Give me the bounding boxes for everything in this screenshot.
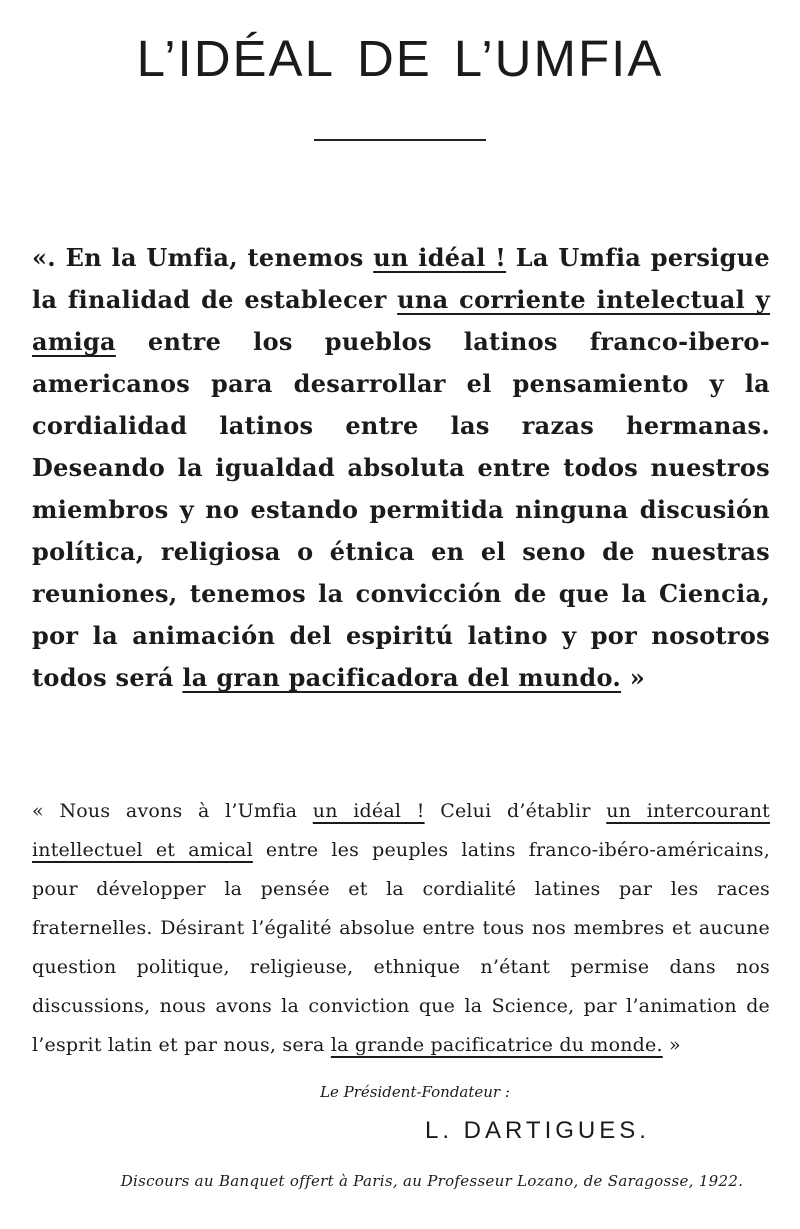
title-word-umfia: L’UMFIA [453, 30, 664, 87]
spanish-underlined-ideal: un idéal ! [373, 243, 507, 272]
french-quote [32, 792, 770, 1065]
french-underlined-intercourant: un intercourant intellectuel et amical [32, 800, 771, 861]
spanish-text-3: entre los pueblos latinos franco-ibero-americanos para desarrollar el pensamiento y la cordialidad latinos entre las razas hermanas. Deseando la igualdad absoluta entre todos nuestros miembros y no estando permitida ninguna discusión política, religiosa o étnica en el seno de nuestras reuniones, tenemos la convicción de que la Ciencia, por la animación del espiritú latino y por nosotros todos será [32, 327, 770, 692]
french-text-1: « Nous avons à l’Umfia [32, 800, 313, 822]
french-text-4: » [662, 1034, 681, 1056]
french-text-3: entre les peuples latins franco-ibéro-américains, pour développer la pensée et la cordialité latines par les races fraternelles. Désirant l’égalité absolue entre tous nos membres et aucune question politique, religieuse, ethnique n’étant permise dans nos discussions, nous avons la conviction que la Science, par l’animation de l’esprit latin et par nous, sera [32, 839, 770, 1056]
spanish-text-1: «. En la Umfia, tenemos [32, 243, 374, 272]
spanish-underlined-pacificadora: la gran pacificadora del mundo. [182, 663, 622, 692]
spanish-underlined-corriente: una corriente intelectual y amiga [32, 285, 770, 356]
spanish-text-2: La Umfia persigue la finalidad de establecer [32, 243, 770, 314]
title-divider [314, 139, 486, 141]
spanish-text-4: » [621, 663, 646, 692]
title-word-ideal: L’IDÉAL [136, 30, 335, 87]
page-title [0, 28, 800, 90]
french-underlined-pacificatrice: la grande pacificatrice du monde. [330, 1034, 663, 1056]
title-word-de: DE [356, 30, 432, 87]
french-text-2: Celui d’établir [424, 800, 607, 822]
signer-name: L. DARTIGUES. [425, 1117, 650, 1144]
french-underlined-ideal: un idéal ! [312, 800, 425, 822]
spanish-quote [32, 237, 770, 699]
signer-title: Le Président-Fondateur : [320, 1083, 510, 1101]
footer-caption: Discours au Banquet offert à Paris, au Professeur Lozano, de Saragosse, 1922. [120, 1172, 744, 1190]
